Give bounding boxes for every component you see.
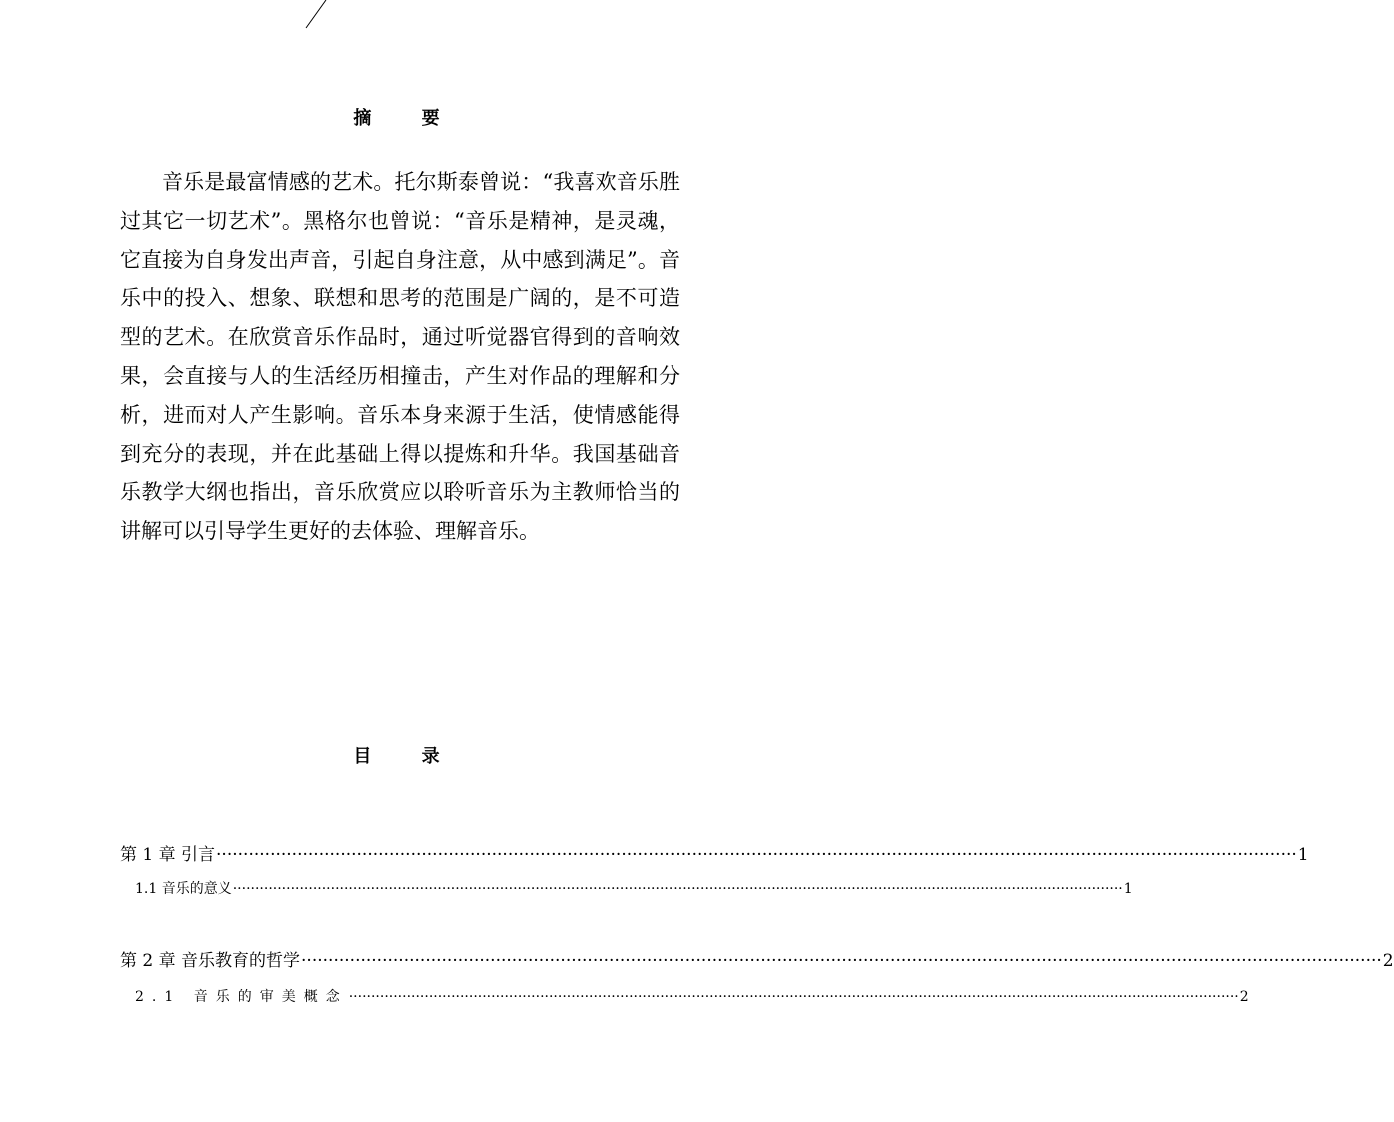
toc-dot-leader: ········································································································································································································ [216, 845, 1297, 865]
toc-entry-page: 1 [1297, 845, 1309, 865]
toc-dot-leader: ········································································································································································································ [348, 989, 1239, 1005]
toc-title: 目 录 [353, 746, 462, 767]
toc-entry-page: 1 [1123, 881, 1133, 897]
toc-entry-section-2-1[interactable] [135, 986, 1249, 1006]
toc-entry-label: 第 1 章 引言 [120, 845, 216, 865]
toc-entry-chapter-1[interactable] [120, 840, 1309, 865]
abstract-body: 音乐是最富情感的艺术。托尔斯泰曾说：“我喜欢音乐胜过其它一切艺术”。黑格尔也曾说：“音乐是精神，是灵魂，它直接为自身发出声音，引起自身注意，从中感到满足”。音乐中的投入、想象、联想和思考的范围是广阔的，是不可造型的艺术。在欣赏音乐作品时，通过听觉器官得到的音响效果，会直接与人的生活经历相撞击，产生对作品的理解和分析，进而对人产生影响。音乐本身来源于生活，使情感能得到充分的表现，并在此基础上得以提炼和升华。我国基础音乐教学大纲也指出，音乐欣赏应以聆听音乐为主教师恰当的讲解可以引导学生更好的去体验、理解音乐。 [120, 170, 680, 544]
toc-dot-leader: ········································································································································································································ [232, 881, 1123, 897]
toc-entry-label: 2.1 音乐的审美概念 [135, 989, 348, 1005]
toc-entry-chapter-2[interactable] [120, 946, 1394, 971]
abstract-title: 摘 要 [353, 108, 462, 129]
corner-mark-line [300, 0, 340, 32]
toc-entry-page: 2 [1239, 989, 1249, 1005]
toc-entry-label: 第 2 章 音乐教育的哲学 [120, 951, 301, 971]
toc-entry-label: 1.1 音乐的意义 [135, 881, 232, 897]
toc-dot-leader: ········································································································································································································ [301, 951, 1382, 971]
toc-entry-page: 2 [1382, 951, 1394, 971]
toc-entry-section-1-1[interactable] [135, 878, 1133, 898]
